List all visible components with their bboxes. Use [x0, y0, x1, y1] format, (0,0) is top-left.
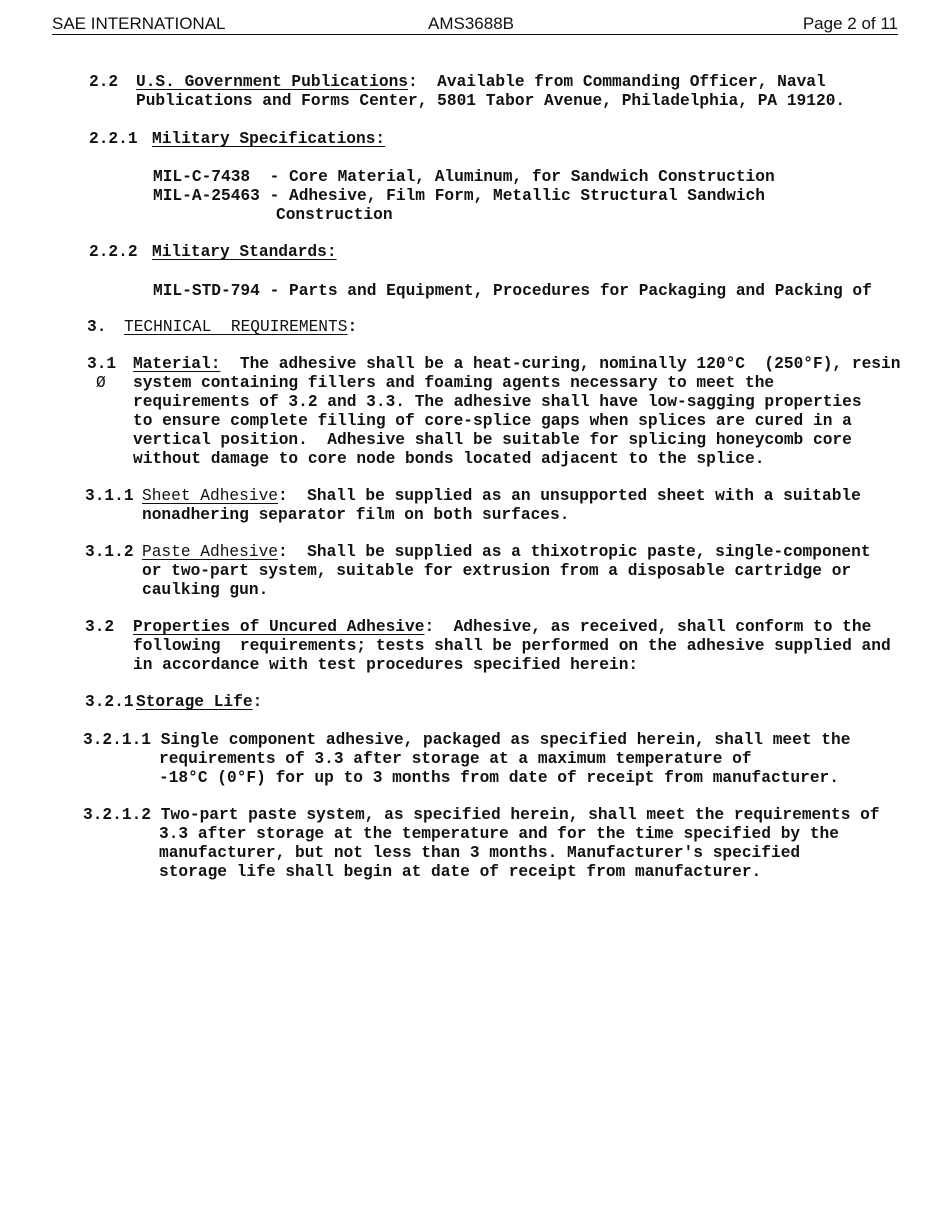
section-number: 2.2 — [89, 73, 119, 91]
section-text-line: nonadhering separator film on both surfaces. — [142, 506, 570, 524]
section-text-line: vertical position. Adhesive shall be suitable for splicing honeycomb core — [133, 431, 852, 449]
section-text-line: : Shall be supplied as an unsupported sheet with a suitable — [278, 487, 861, 505]
section-text-line: system containing fillers and foaming agents necessary to meet the — [133, 374, 775, 392]
section-text-line: 3.2.1.2 Two-part paste system, as specified herein, shall meet the requirements of — [83, 806, 880, 824]
section-title: Military Standards: — [152, 243, 337, 261]
section-text-line: following requirements; tests shall be performed on the adhesive supplied and — [133, 637, 891, 655]
section-text-line: requirements of 3.3 after storage at a maximum temperature of — [159, 750, 752, 768]
section-text-line: manufacturer, but not less than 3 months. Manufacturer's specified — [159, 844, 801, 862]
section-title: TECHNICAL REQUIREMENTS — [124, 318, 348, 336]
section-title: Paste Adhesive — [142, 543, 278, 561]
section-title: Material: — [133, 355, 221, 373]
section-number: 2.2.1 — [89, 130, 138, 148]
section-number: 3.1.2 — [85, 543, 134, 561]
spec-list — [153, 168, 775, 225]
spec-item: MIL-C-7438 - Core Material, Aluminum, for Sandwich Construction — [153, 168, 775, 186]
section-title: Military Specifications: — [152, 130, 386, 148]
section-text-line: caulking gun. — [142, 581, 269, 599]
section-text-line: to ensure complete filling of core-splice gaps when splices are cured in a — [133, 412, 852, 430]
section-title: Sheet Adhesive — [142, 487, 278, 505]
section-number: 3.2.1.2 — [83, 806, 151, 824]
section-3-2-1-1 — [83, 731, 850, 788]
spec-item: MIL-A-25463 - Adhesive, Film Form, Metallic Structural Sandwich — [153, 187, 765, 205]
section-text-line: or two-part system, suitable for extrusion from a disposable cartridge or — [142, 562, 852, 580]
header-organization: SAE INTERNATIONAL — [52, 14, 226, 33]
section-title: Properties of Uncured Adhesive — [133, 618, 425, 636]
section-number: 3.2.1.1 — [83, 731, 151, 749]
section-text-line: : Shall be supplied as a thixotropic paste, single-component — [278, 543, 871, 561]
section-number: 3.2 — [85, 618, 115, 636]
section-3-2-1-2 — [83, 806, 880, 882]
section-text-line: The adhesive shall be a heat-curing, nominally 120°C (250°F), resin — [220, 355, 901, 373]
header-page-number: Page 2 of 11 — [802, 14, 898, 33]
section-text-line: Publications and Forms Center, 5801 Tabor Avenue, Philadelphia, PA 19120. — [136, 92, 846, 110]
section-text-line: without damage to core node bonds located adjacent to the splice. — [133, 450, 765, 468]
section-number: 3.1.1 — [85, 487, 134, 505]
section-number: 3.1 — [87, 355, 117, 373]
section-number: 3. — [87, 318, 107, 336]
section-text-line: requirements of 3.2 and 3.3. The adhesive shall have low-sagging properties — [133, 393, 862, 411]
section-text-line: -18°C (0°F) for up to 3 months from date of receipt from manufacturer. — [159, 769, 839, 787]
section-number: 3.2.1 — [85, 693, 134, 711]
page-header — [52, 14, 898, 35]
section-text-line: 3.3 after storage at the temperature and for the time specified by the — [159, 825, 839, 843]
section-text-line: 3.2.1.1 Single component adhesive, packaged as specified herein, shall meet the — [83, 731, 851, 749]
section-text-line: in accordance with test procedures specified herein: — [133, 656, 639, 674]
standards-list — [153, 282, 872, 301]
section-number: 2.2.2 — [89, 243, 138, 261]
spec-item-continuation: Construction — [276, 206, 393, 224]
header-document-id: AMS3688B — [428, 14, 514, 33]
section-text-line: storage life shall begin at date of receipt from manufacturer. — [159, 863, 762, 881]
section-title: U.S. Government Publications — [136, 73, 408, 91]
standard-item: MIL-STD-794 - Parts and Equipment, Procedures for Packaging and Packing of — [153, 282, 872, 300]
section-text-line: : Available from Commanding Officer, Naval — [408, 73, 826, 91]
revision-mark: Ø — [96, 374, 106, 392]
section-title: Storage Life — [136, 693, 253, 711]
section-text-line: : Adhesive, as received, shall conform to the — [424, 618, 872, 636]
